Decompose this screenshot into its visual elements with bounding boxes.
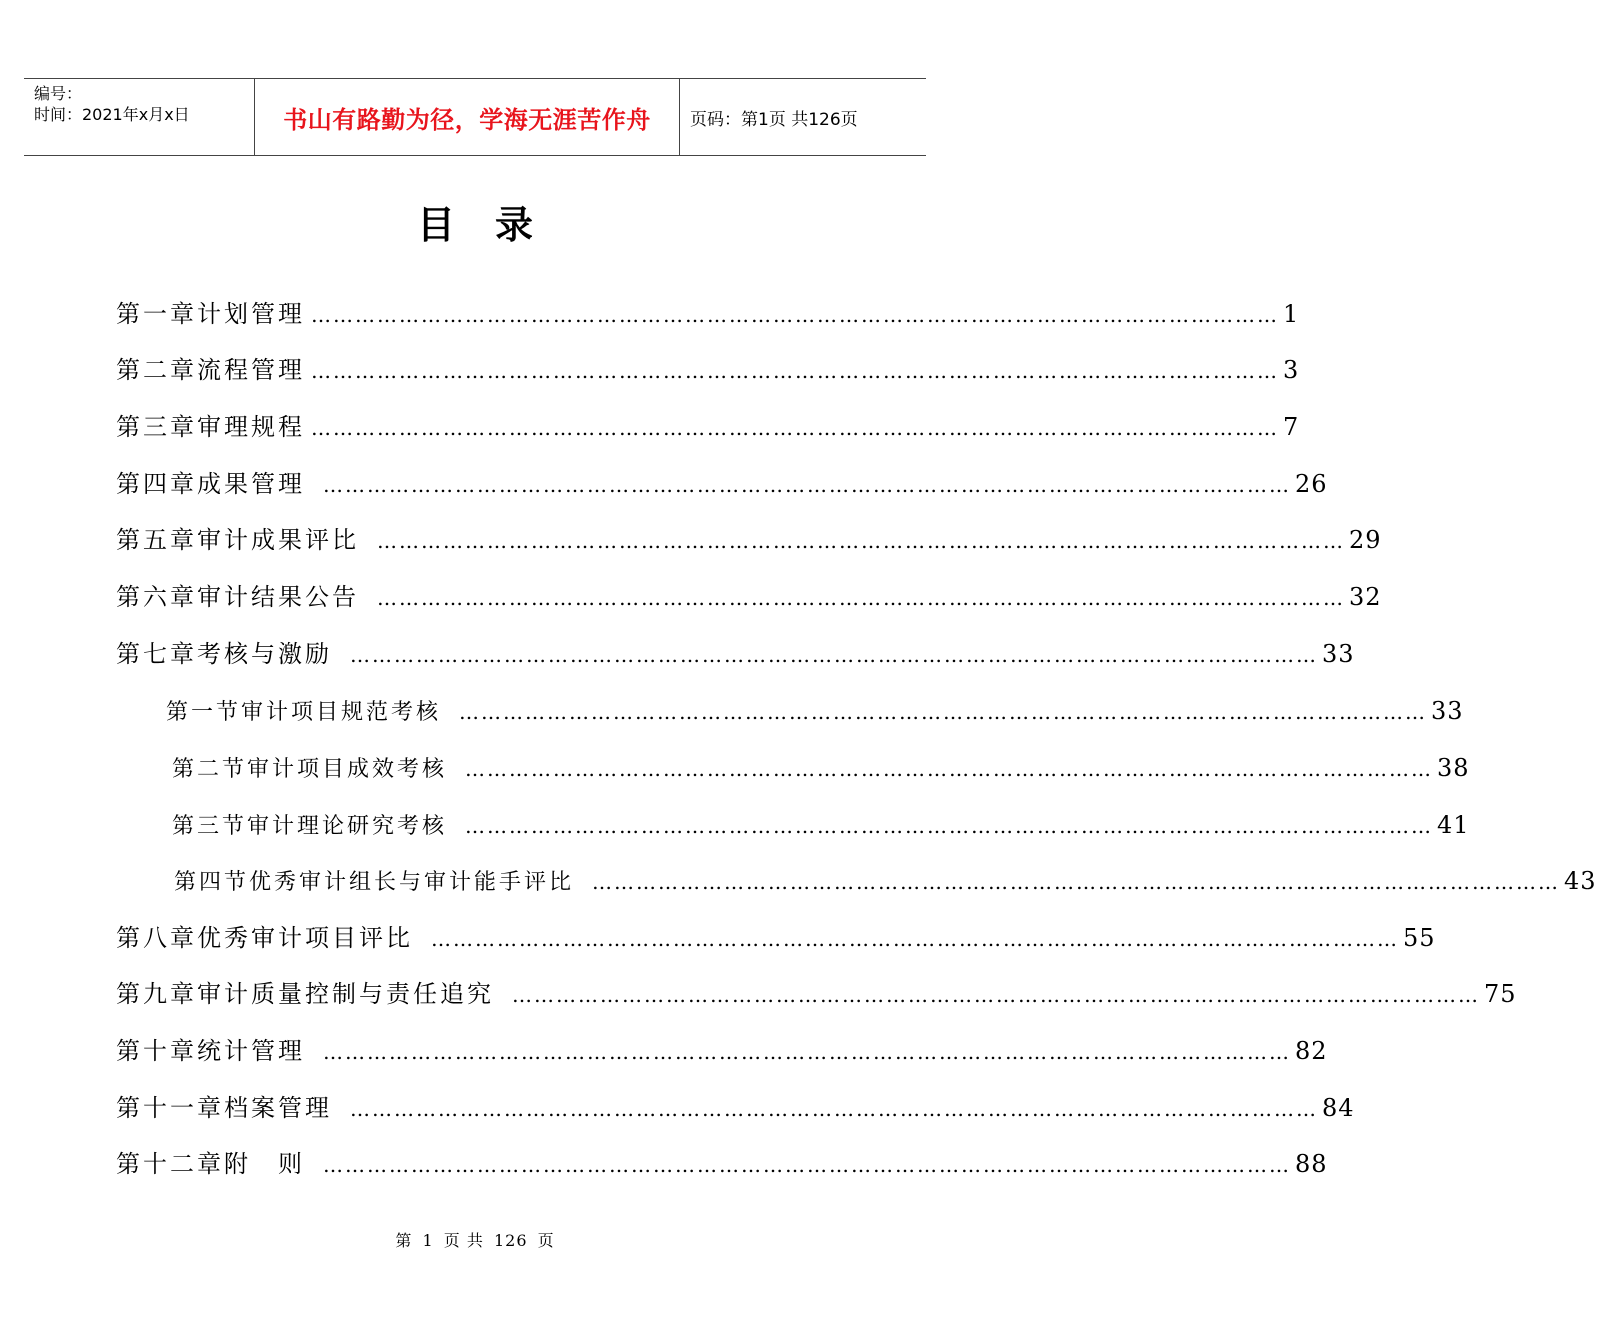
toc-leader-dots: …………………………………………………………………………………………………………………… — [431, 927, 1399, 951]
toc-entry[interactable] — [116, 409, 1300, 445]
toc-entry[interactable] — [116, 1146, 1328, 1182]
toc-entry-page: 26 — [1295, 470, 1328, 498]
toc-entry-title: 审计成果评比 — [197, 526, 359, 554]
toc-entry-page: 38 — [1437, 754, 1470, 782]
toc-leader-dots: …………………………………………………………………………………………………………………… — [377, 529, 1345, 553]
toc-leader-dots: …………………………………………………………………………………………………………………… — [377, 586, 1345, 610]
toc-entry-page: 33 — [1431, 697, 1464, 725]
toc-entry-label: 第二章 — [116, 356, 197, 384]
toc-entry-title: 成果管理 — [197, 470, 305, 498]
toc-entry-title: 优秀审计项目评比 — [197, 924, 413, 952]
document-number-label: 编号： — [34, 84, 83, 103]
toc-entry-label: 第七章 — [116, 640, 197, 668]
toc-entry-title: 审计质量控制与责任追究 — [197, 980, 494, 1008]
toc-entry-page: 75 — [1484, 980, 1517, 1008]
toc-entry-page: 32 — [1349, 583, 1382, 611]
toc-subentry[interactable] — [166, 693, 1464, 729]
toc-entry-title: 档案管理 — [224, 1094, 332, 1122]
toc-entry[interactable] — [116, 976, 1517, 1012]
toc-entry-title: 审计理论研究考核 — [247, 814, 448, 839]
toc-leader-dots: …………………………………………………………………………………………………………………… — [311, 303, 1279, 327]
footer-prefix: 第 — [395, 1231, 413, 1250]
toc-entry-label: 第四章 — [116, 470, 197, 498]
toc-entry-page: 84 — [1322, 1094, 1355, 1122]
toc-entry-label: 第一章 — [116, 300, 197, 328]
toc-entry-title: 流程管理 — [197, 356, 305, 384]
toc-entry[interactable] — [116, 352, 1300, 388]
toc-entry-label: 第十章 — [116, 1037, 197, 1065]
toc-leader-dots: …………………………………………………………………………………………………………………… — [512, 983, 1480, 1007]
footer-suffix: 页 — [537, 1231, 555, 1250]
toc-entry-title: 考核与激励 — [197, 640, 332, 668]
toc-entry-page: 41 — [1437, 811, 1470, 839]
document-time-label: 时间：2021年x月x日 — [34, 105, 190, 124]
page-footer — [0, 1228, 950, 1251]
toc-entry-label: 第十二章 — [116, 1150, 224, 1178]
toc-entry-label: 第二节 — [172, 757, 248, 782]
toc-subentry[interactable] — [172, 807, 1470, 843]
toc-entry-title: 审计结果公告 — [197, 583, 359, 611]
toc-entry-page: 33 — [1322, 640, 1355, 668]
toc-entry-page: 3 — [1283, 356, 1300, 384]
toc-entry-title: 计划管理 — [197, 300, 305, 328]
toc-entry-page: 55 — [1403, 924, 1436, 952]
toc-entry-title: 附 则 — [224, 1150, 305, 1178]
toc-leader-dots: …………………………………………………………………………………………………………………… — [311, 416, 1279, 440]
toc-entry[interactable] — [116, 1033, 1328, 1069]
toc-title: 目录 — [416, 203, 573, 247]
toc-entry-title: 审计项目成效考核 — [247, 757, 448, 782]
toc-entry[interactable] — [116, 1090, 1355, 1126]
toc-entry[interactable] — [116, 296, 1300, 332]
toc-entry-label: 第三节 — [172, 814, 248, 839]
toc-entry-label: 第五章 — [116, 526, 197, 554]
footer-total-pages: 126 — [493, 1231, 528, 1250]
footer-current-page: 1 — [422, 1231, 434, 1250]
toc-entry-label: 第四节 — [174, 870, 250, 895]
toc-entry-label: 第三章 — [116, 413, 197, 441]
toc-entry-label: 第十一章 — [116, 1094, 224, 1122]
toc-subentry[interactable] — [174, 863, 1597, 899]
header-motto: 书山有路勤为径，学海无涯苦作舟 — [254, 79, 680, 155]
toc-entry-label: 第六章 — [116, 583, 197, 611]
footer-mid: 页 共 — [443, 1231, 484, 1250]
toc-leader-dots: …………………………………………………………………………………………………………………… — [592, 870, 1561, 894]
toc-leader-dots: …………………………………………………………………………………………………………………… — [465, 757, 1434, 781]
toc-entry-title: 审计项目规范考核 — [241, 700, 442, 725]
toc-entry[interactable] — [116, 522, 1382, 558]
toc-entry[interactable] — [116, 636, 1355, 672]
header-meta — [24, 79, 254, 155]
toc-leader-dots: …………………………………………………………………………………………………………………… — [459, 700, 1428, 724]
toc-entry-label: 第九章 — [116, 980, 197, 1008]
toc-subentry[interactable] — [172, 750, 1470, 786]
toc-entry-page: 7 — [1283, 413, 1300, 441]
toc-entry-title: 审理规程 — [197, 413, 305, 441]
toc-entry-page: 88 — [1295, 1150, 1328, 1178]
toc-entry-label: 第一节 — [166, 700, 242, 725]
toc-entry-title: 统计管理 — [197, 1037, 305, 1065]
page-header — [24, 78, 926, 156]
toc-leader-dots: …………………………………………………………………………………………………………………… — [323, 1040, 1291, 1064]
toc-entry-page: 82 — [1295, 1037, 1328, 1065]
toc-entry-label: 第八章 — [116, 924, 197, 952]
toc-entry-page: 43 — [1564, 867, 1597, 895]
toc-entry[interactable] — [116, 579, 1382, 615]
toc-leader-dots: …………………………………………………………………………………………………………………… — [350, 643, 1318, 667]
toc-entry-title: 优秀审计组长与审计能手评比 — [249, 870, 575, 895]
toc-leader-dots: …………………………………………………………………………………………………………………… — [465, 814, 1434, 838]
toc-entry[interactable] — [116, 466, 1328, 502]
toc-leader-dots: …………………………………………………………………………………………………………………… — [311, 359, 1279, 383]
toc-leader-dots: …………………………………………………………………………………………………………………… — [323, 473, 1291, 497]
toc-entry[interactable] — [116, 920, 1436, 956]
toc-leader-dots: …………………………………………………………………………………………………………………… — [350, 1097, 1318, 1121]
toc-leader-dots: …………………………………………………………………………………………………………………… — [323, 1153, 1291, 1177]
header-page-code: 页码：第1页 共126页 — [690, 109, 858, 130]
toc-entry-page: 29 — [1349, 526, 1382, 554]
toc-entry-page: 1 — [1283, 300, 1300, 328]
